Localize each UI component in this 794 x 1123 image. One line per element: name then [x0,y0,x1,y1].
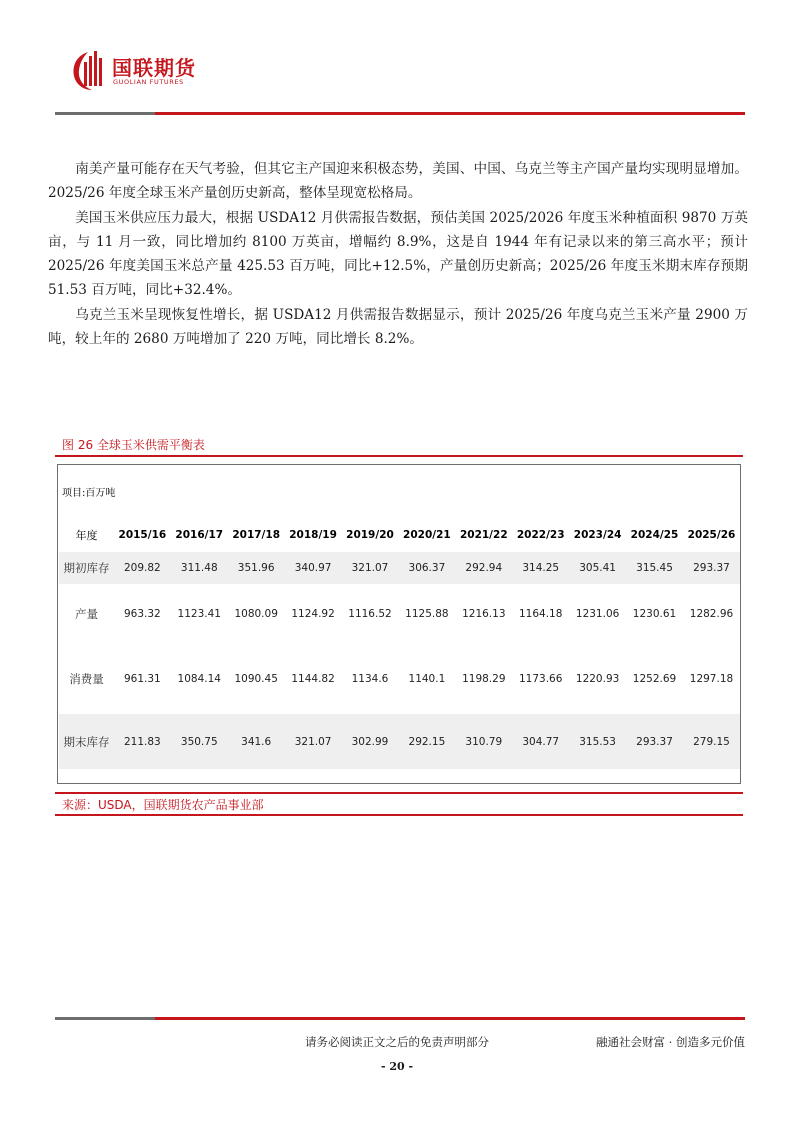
table-row [59,552,740,584]
table-cell: 311.48 [171,552,228,584]
column-header: 2018/19 [289,529,337,541]
table-cell: 305.41 [569,552,626,584]
table-cell: 1084.14 [171,644,228,714]
table-cell: 306.37 [398,552,455,584]
table-cell: 963.32 [114,584,171,644]
column-header: 2023/24 [573,529,622,541]
header-label: 年度 [75,529,98,542]
table-cell: 1090.45 [228,644,285,714]
table-cell: 1231.06 [569,584,626,644]
logo-mark-icon [70,48,106,92]
row-label: 产量 [59,584,114,644]
row-label: 期末库存 [59,714,114,769]
unit-label: 项目:百万吨 [62,488,116,499]
table-cell: 302.99 [342,714,399,769]
supply-demand-table [59,518,740,769]
column-header: 2022/23 [516,529,565,541]
table-cell: 1252.69 [626,644,683,714]
table-row [59,584,740,644]
table-cell: 279.15 [683,714,740,769]
body-text [48,157,748,351]
table-cell: 1220.93 [569,644,626,714]
column-header: 2024/25 [630,529,679,541]
table-cell: 304.77 [512,714,569,769]
table-cell: 340.97 [285,552,342,584]
footer-rule-gray [55,1017,155,1020]
paragraph: 南美产量可能存在天气考验，但其它主产国迎来积极态势，美国、中国、乌克兰等主产国产量均实现明显增加。2025/26 年度全球玉米产量创历史新高，整体呈现宽松格局。 [48,161,748,202]
figure-caption: 图 26 全球玉米供需平衡表 [62,438,205,452]
column-header: 2020/21 [403,529,451,541]
table-cell: 961.31 [114,644,171,714]
page-header [0,0,794,120]
header-rule-gray [55,112,155,115]
table-cell: 1173.66 [512,644,569,714]
table-cell: 1125.88 [398,584,455,644]
table-cell: 1198.29 [455,644,512,714]
table-cell: 1282.96 [683,584,740,644]
column-header: 2019/20 [346,529,394,541]
table-cell: 1134.6 [342,644,399,714]
table-cell: 209.82 [114,552,171,584]
table-cell: 211.83 [114,714,171,769]
table-cell: 293.37 [683,552,740,584]
table-cell: 315.53 [569,714,626,769]
table-cell: 315.45 [626,552,683,584]
page-number: - 20 - [380,1060,414,1073]
footer-disclaimer: 请务必阅读正文之后的免责声明部分 [305,1035,489,1049]
footer-rule-red [155,1017,745,1020]
source-rule-top [55,792,743,794]
logo-text-cn: 国联期货 [112,56,196,80]
table-cell: 310.79 [455,714,512,769]
header-rule-red [155,112,745,115]
column-header: 2017/18 [232,529,280,541]
table-header-row [59,518,740,552]
table-cell: 1230.61 [626,584,683,644]
figure-source: 来源：USDA，国联期货农产品事业部 [62,798,264,812]
table-cell: 1140.1 [398,644,455,714]
table-cell: 1216.13 [455,584,512,644]
table-cell: 351.96 [228,552,285,584]
table-cell: 1124.92 [285,584,342,644]
table-cell: 292.15 [398,714,455,769]
table-cell: 321.07 [285,714,342,769]
table-cell: 314.25 [512,552,569,584]
source-rule-bottom [55,814,743,816]
table-cell: 321.07 [342,552,399,584]
footer-slogan: 融通社会财富 · 创造多元价值 [596,1035,745,1049]
paragraph: 乌克兰玉米呈现恢复性增长，据 USDA12 月供需报告数据显示，预计 2025/26 年度乌克兰玉米产量 2900 万吨，较上年的 2680 万吨增加了 220 万吨，同比增长 8.2%。 [48,306,748,348]
table-cell: 1164.18 [512,584,569,644]
column-header: 2016/17 [175,529,224,541]
table-row [59,714,740,769]
table-cell: 293.37 [626,714,683,769]
table-cell: 341.6 [228,714,285,769]
column-header: 2025/26 [687,529,736,541]
company-logo [70,48,210,92]
column-header: 2015/16 [118,529,167,541]
paragraph: 美国玉米供应压力最大，根据 USDA12 月供需报告数据，预估美国 2025/2026 年度玉米种植面积 9870 万英亩，与 11 月一致，同比增加约 8100 万英亩，增幅约 8.9%，这是自 1944 年有记录以来的第三高水平；预计 2025/26 年度美国玉米总产量 425.53 百万吨，同比+12.5%，产量创历史新高；2025/26 年度玉米期末库存预期 51.53 百万吨，同比+32.4%。 [48,209,748,299]
table-row [59,644,740,714]
table-cell: 1297.18 [683,644,740,714]
table-cell: 292.94 [455,552,512,584]
table-cell: 1123.41 [171,584,228,644]
row-label: 期初库存 [59,552,114,584]
table-cell: 350.75 [171,714,228,769]
logo-text-en: GUOLIAN FUTURES [113,78,184,86]
table-cell: 1080.09 [228,584,285,644]
table-cell: 1116.52 [342,584,399,644]
table-cell: 1144.82 [285,644,342,714]
row-label: 消费量 [59,644,114,714]
figure-rule-top [55,455,743,457]
column-header: 2021/22 [459,529,508,541]
